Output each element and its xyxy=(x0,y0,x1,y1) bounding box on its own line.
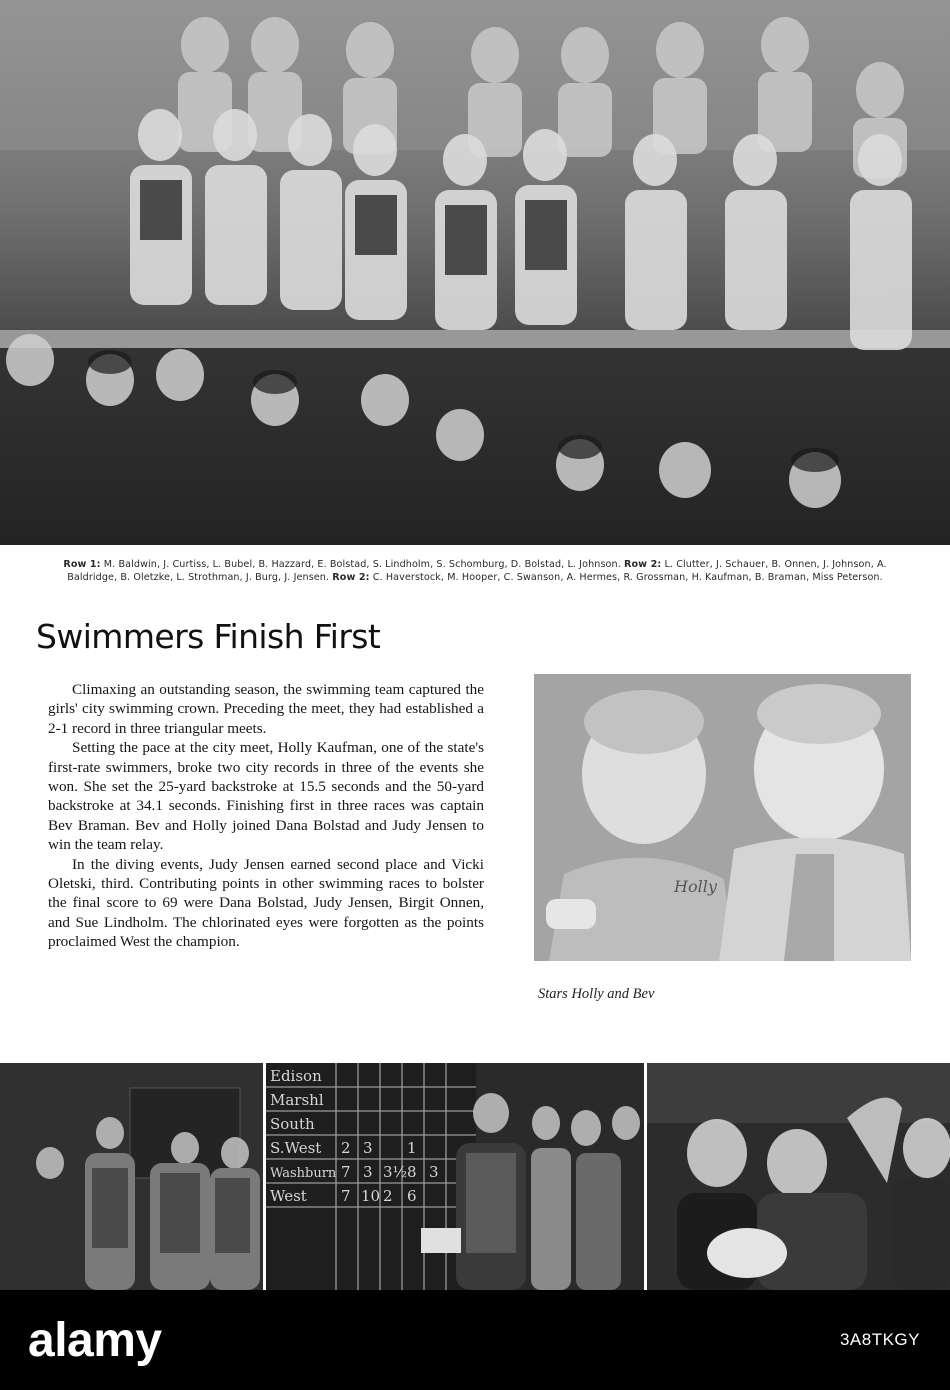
article-paragraph: Setting the pace at the city meet, Holly Kaufman, one of the state's first-rate swimmers, broke two city records in three of the events she won. She set the 25-yard backstroke at 15.5 seconds and the 50-yard backstroke at 34.1 seconds. Finishing first in three races was captain Bev Braman. Bev and Holly joined Dana Bolstad and Judy Jensen to win the team relay. xyxy=(48,739,484,854)
scoreboard-team: West xyxy=(270,1187,307,1205)
scoreboard-team: S.West xyxy=(270,1139,322,1157)
caption-row2-label: Row 2: xyxy=(624,559,662,570)
scoreboard-graphic xyxy=(266,1063,644,1290)
sweater-script: Holly xyxy=(674,877,717,896)
article-paragraph: Climaxing an outstanding season, the swimming team captured the girls' city swimming crown. Preceding the meet, they had established a 2-1 record in three triangular meets. xyxy=(48,681,484,737)
celebration-graphic xyxy=(647,1063,950,1290)
scoreboard-score: 3 xyxy=(363,1139,373,1157)
team-photo xyxy=(0,0,950,545)
stars-photo xyxy=(534,674,911,961)
scoreboard-team: Washburn xyxy=(270,1166,337,1181)
scoreboard-score: 7 xyxy=(341,1163,351,1181)
watermark-image-code: 3A8TKGY xyxy=(839,1330,920,1349)
article-body xyxy=(48,680,484,952)
caption-row2-names: L. Clutter, J. Schauer, B. Onnen, J. Johnson, A. Baldridge, B. Oletzke, L. Strothman, J. Burg, J. Jensen. xyxy=(67,559,887,583)
scoreboard-photo xyxy=(266,1063,644,1290)
watermark-bar xyxy=(0,1290,950,1390)
watermark-logo: alamy xyxy=(28,1313,162,1367)
scoreboard-score: 10 xyxy=(361,1187,381,1205)
scoreboard-score: 3 xyxy=(429,1163,439,1181)
swimmers-back-graphic xyxy=(0,1063,263,1290)
scoreboard-score: 2 xyxy=(341,1139,351,1157)
caption-row3-label: Row 2: xyxy=(332,572,370,583)
celebration-photo xyxy=(647,1063,950,1290)
scoreboard-score: 7 xyxy=(341,1187,351,1205)
article-headline: Swimmers Finish First xyxy=(36,617,381,656)
scoreboard-team: South xyxy=(270,1115,315,1133)
scoreboard-score: 6 xyxy=(407,1187,417,1205)
scoreboard-team: Marshl xyxy=(270,1091,324,1109)
team-photo-caption xyxy=(40,558,910,584)
scoreboard-score: 8 xyxy=(407,1163,417,1181)
stars-photo-caption: Stars Holly and Bev xyxy=(538,986,655,1002)
scoreboard-score: 3 xyxy=(363,1163,373,1181)
article-paragraph: In the diving events, Judy Jensen earned second place and Vicki Oletski, third. Contributing points in other swimming races to bolster the final score to 69 were Dana Bolstad, Judy Jensen, Birgit Onnen, and Sue Lindholm. The chlorinated eyes were forgotten as the points proclaimed West the champion. xyxy=(48,855,484,951)
scoreboard-score: 3½ xyxy=(383,1163,408,1181)
caption-row1-names: M. Baldwin, J. Curtiss, L. Bubel, B. Hazzard, E. Bolstad, S. Lindholm, S. Schomburg, D. Bolstad, L. Johnson. xyxy=(103,559,621,570)
swimmers-back-photo xyxy=(0,1063,263,1290)
team-photo-graphic xyxy=(0,0,950,545)
scoreboard-score: 2 xyxy=(383,1187,393,1205)
caption-row1-label: Row 1: xyxy=(63,559,101,570)
scoreboard-team: Edison xyxy=(270,1067,322,1085)
scoreboard-score: 1 xyxy=(407,1139,417,1157)
caption-row3-names: C. Haverstock, M. Hooper, C. Swanson, A. Hermes, R. Grossman, H. Kaufman, B. Braman, Miss Peterson. xyxy=(372,572,883,583)
stars-photo-graphic xyxy=(534,674,911,961)
